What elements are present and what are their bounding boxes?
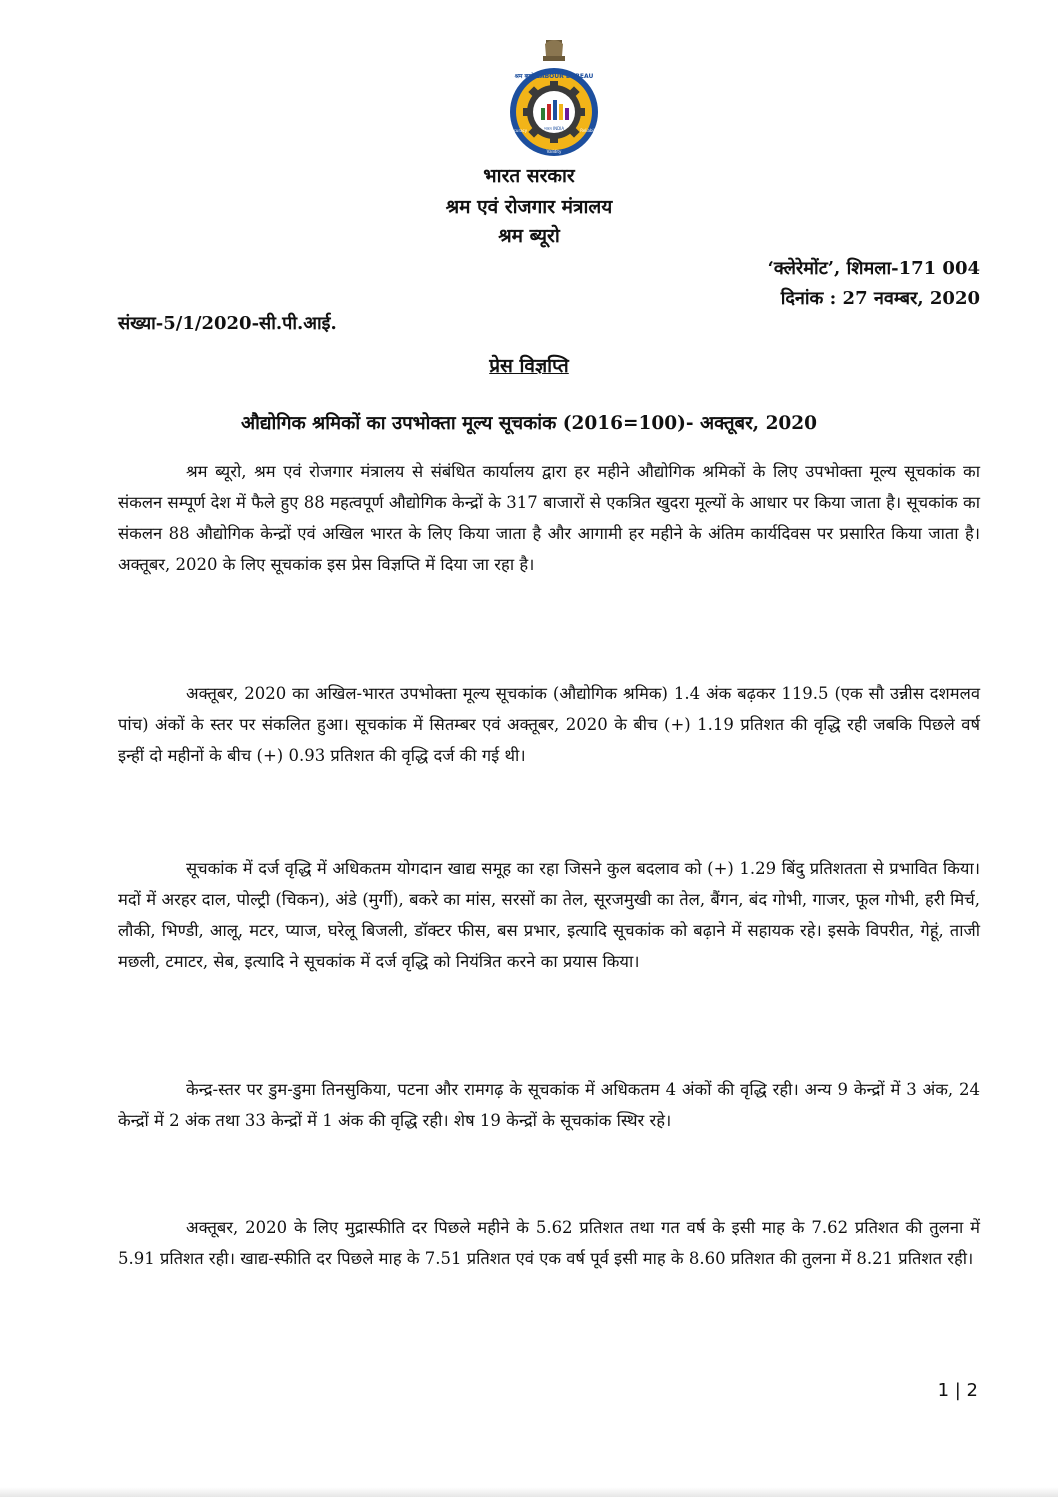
header-government: भारत सरकार — [483, 165, 575, 187]
document-title: प्रेस विज्ञप्ति — [489, 355, 569, 377]
reference-number: संख्या-5/1/2020-सी.पी.आई. — [118, 313, 337, 334]
header-ministry: श्रम एवं रोजगार मंत्रालय — [445, 196, 613, 218]
address-location: ‘क्लेरेमोंट’, शिमला-171 004 — [767, 258, 980, 279]
paragraph-inflation: अक्तूबर, 2020 के लिए मुद्रास्फीति दर पिछले महीने के 5.62 प्रतिशत तथा गत वर्ष के इसी माह के 7.62 प्रतिशत की तुलना में 5.91 प्रतिशत रही। खाद्य-स्फीति दर पिछले माह के 7.51 प्रतिशत एवं एक वर्ष पूर्व इसी माह के 8.60 प्रतिशत की तुलना में 8.21 प्रतिशत रही। — [118, 1218, 980, 1268]
logo-text-right: Reliability — [580, 128, 600, 133]
paragraph-intro: श्रम ब्यूरो, श्रम एवं रोजगार मंत्रालय से संबंधित कार्यालय द्वारा हर महीने औद्योगिक श्रमिकों के लिए उपभोक्ता मूल्य सूचकांक का संकलन सम्पूर्ण देश में फैले हुए 88 महत्वपूर्ण औद्योगिक केन्द्रों के 317 बाजारों से एकत्रित खुदरा मूल्यों के आधार पर किया जाता है। सूचकांक का संकलन 88 औद्योगिक केन्द्रों एवं अखिल भारत के लिए किया जाता है और आगामी हर महीने के अंतिम कार्यदिवस पर प्रसारित किया जाता है। अक्तूबर, 2020 के लिए सूचकांक इस प्रेस विज्ञप्ति में दिया जा रहा है। — [118, 462, 980, 574]
address-date: दिनांक : 27 नवम्बर, 2020 — [780, 288, 980, 309]
logo-text-center: भारत INDIA — [543, 126, 565, 131]
header-bureau: श्रम ब्यूरो — [498, 225, 560, 247]
logo-text-bottom: Validity — [546, 149, 562, 154]
logo-text-left: Accuracy — [508, 128, 528, 133]
scan-bottom-edge — [0, 1487, 1058, 1497]
paragraph-centre-level: केन्द्र-स्तर पर डुम-डुमा तिनसुकिया, पटना और रामगढ़ के सूचकांक में अधिकतम 4 अंकों की वृद्धि रही। अन्य 9 केन्द्रों में 3 अंक, 24 केन्द्रों में 2 अंक तथा 33 केन्द्रों में 1 अंक की वृद्धि रही। शेष 19 केन्द्रों के सूचकांक स्थिर रहे। — [118, 1080, 980, 1130]
page-number: 1 | 2 — [937, 1380, 978, 1401]
logo-text-top: श्रम ब्यूरो LABOUR BUREAU — [514, 73, 594, 80]
paragraph-all-india-index: अक्तूबर, 2020 का अखिल-भारत उपभोक्ता मूल्य सूचकांक (औद्योगिक श्रमिक) 1.4 अंक बढ़कर 119.5 (एक सौ उन्नीस दशमलव पांच) अंकों के स्तर पर संकलित हुआ। सूचकांक में सितम्बर एवं अक्तूबर, 2020 के बीच (+) 1.19 प्रतिशत की वृद्धि रही जबकि पिछले वर्ष इन्हीं दो महीनों के बीच (+) 0.93 प्रतिशत की वृद्धि दर्ज की गई थी। — [118, 684, 980, 765]
address-block — [768, 254, 980, 314]
paragraph-contribution: सूचकांक में दर्ज वृद्धि में अधिकतम योगदान खाद्य समूह का रहा जिसने कुल बदलाव को (+) 1.29 बिंदु प्रतिशतता से प्रभावित किया। मदों में अरहर दाल, पोल्ट्री (चिकन), अंडे (मुर्गी), बकरे का मांस, सरसों का तेल, सूरजमुखी का तेल, बैंगन, बंद गोभी, गाजर, फूल गोभी, हरी मिर्च, लौकी, भिण्डी, आलू, मटर, प्याज, घरेलू बिजली, डॉक्टर फीस, बस प्रभार, इत्यादि सूचकांक को बढ़ाने में सहायक रहे। इसके विपरीत, गेहूं, ताजी मछली, टमाटर, सेब, इत्यादि ने सूचकांक में दर्ज वृद्धि को नियंत्रित करने का प्रयास किया। — [118, 859, 980, 971]
lion-capital-icon — [543, 40, 565, 61]
labour-bureau-emblem-logo — [494, 36, 614, 160]
document-subtitle: औद्योगिक श्रमिकों का उपभोक्ता मूल्य सूचकांक (2016=100)- अक्तूबर, 2020 — [240, 413, 818, 434]
